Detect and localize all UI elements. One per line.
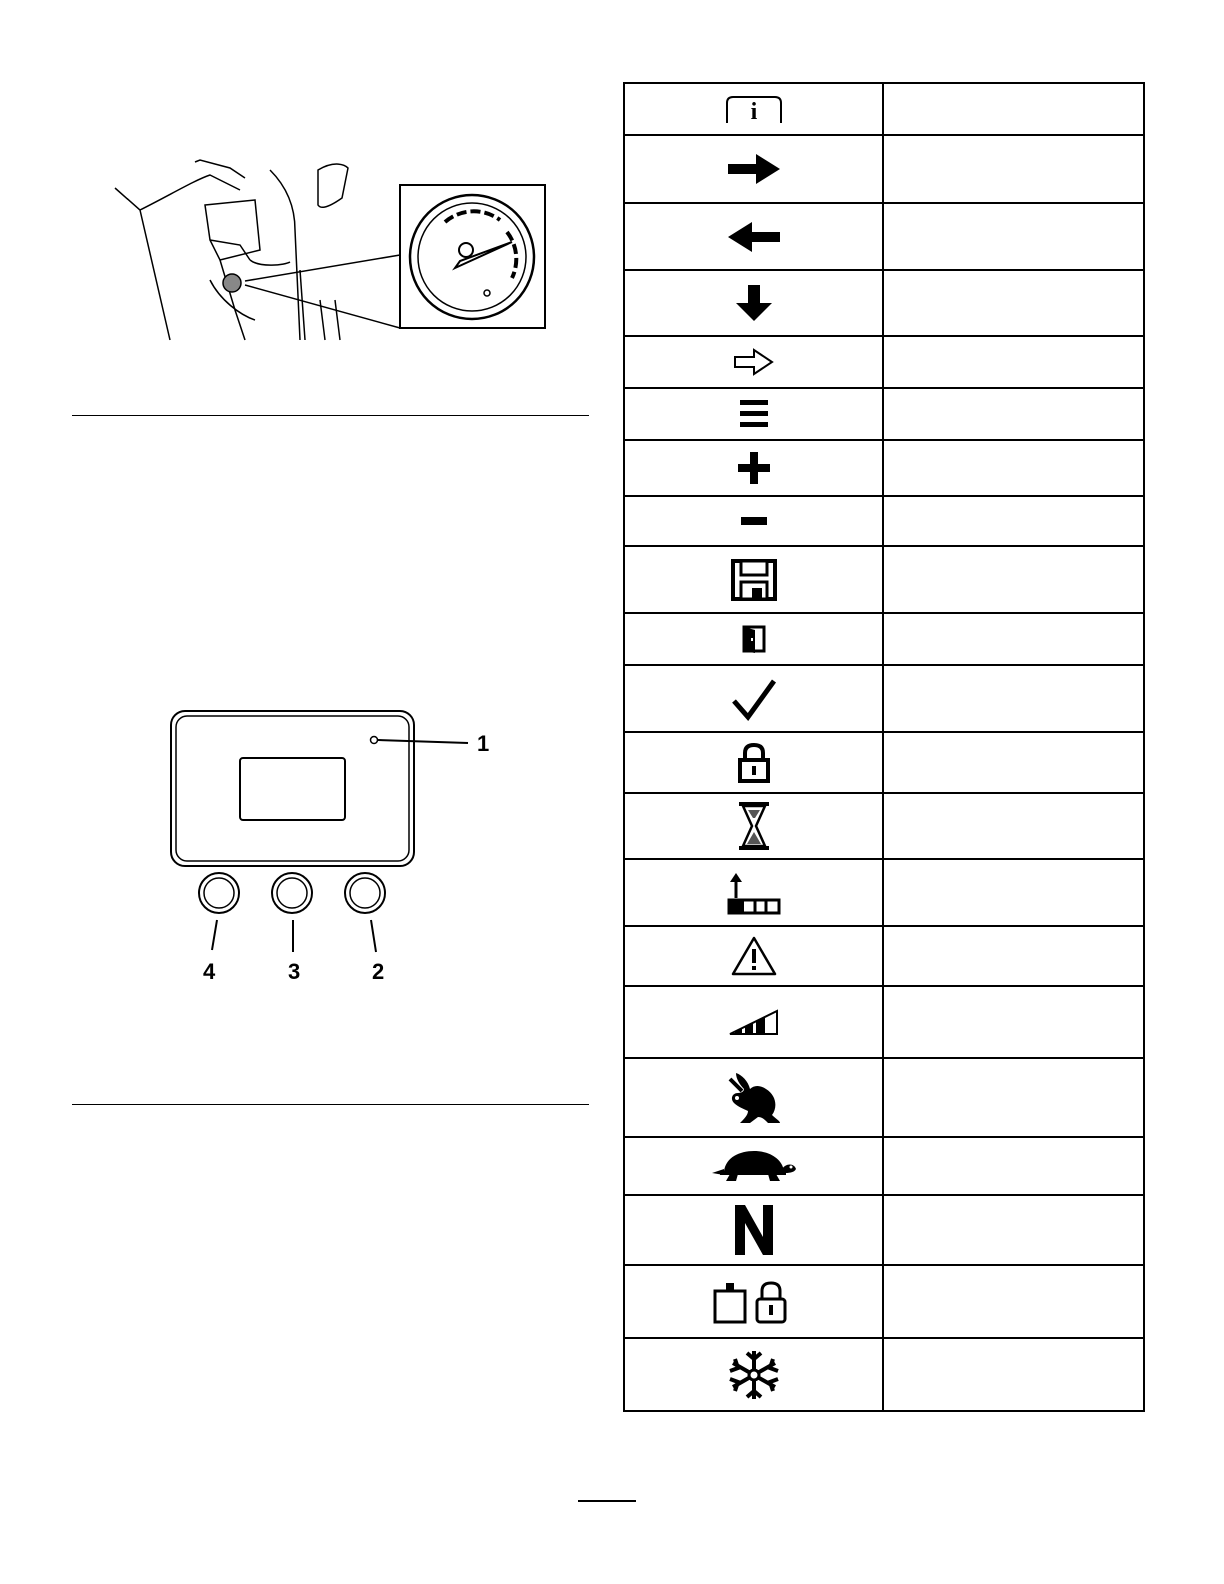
neutral-n-icon bbox=[732, 1203, 776, 1257]
checkmark-icon bbox=[730, 677, 778, 721]
lock-icon bbox=[736, 742, 772, 784]
table-row bbox=[624, 83, 1144, 135]
page-number-rule bbox=[578, 1500, 636, 1502]
section-divider bbox=[72, 415, 589, 416]
callout-1: 1 bbox=[477, 731, 490, 756]
increasing-ramp-icon bbox=[727, 1007, 781, 1037]
warning-triangle-icon bbox=[730, 935, 778, 977]
arrow-left-icon bbox=[726, 220, 782, 254]
table-row bbox=[624, 1195, 1144, 1265]
callout-3: 3 bbox=[288, 959, 301, 984]
turtle-slow-icon bbox=[710, 1147, 798, 1185]
table-row bbox=[624, 1058, 1144, 1137]
plus-icon bbox=[736, 450, 772, 486]
table-row bbox=[624, 440, 1144, 496]
table-row bbox=[624, 1137, 1144, 1195]
table-row bbox=[624, 1265, 1144, 1338]
display-panel-illustration bbox=[160, 700, 500, 1000]
table-row bbox=[624, 496, 1144, 546]
table-row bbox=[624, 859, 1144, 926]
callout-2: 2 bbox=[372, 959, 385, 984]
hourglass-icon bbox=[736, 800, 772, 852]
table-row bbox=[624, 388, 1144, 440]
arrow-down-icon bbox=[734, 283, 774, 323]
menu-lines-icon bbox=[737, 397, 771, 431]
table-row bbox=[624, 270, 1144, 336]
table-row bbox=[624, 793, 1144, 859]
arrow-right-icon bbox=[726, 152, 782, 186]
callout-4: 4 bbox=[203, 959, 216, 984]
outline-arrow-right-icon bbox=[732, 347, 776, 377]
minus-icon bbox=[739, 514, 769, 528]
table-row bbox=[624, 1338, 1144, 1411]
table-row bbox=[624, 986, 1144, 1058]
snowflake-icon bbox=[726, 1347, 782, 1403]
table-row bbox=[624, 926, 1144, 986]
battery-lock-icon bbox=[712, 1279, 796, 1325]
raise-level-icon bbox=[726, 870, 782, 916]
info-icon bbox=[724, 93, 784, 125]
icon-reference-table bbox=[623, 82, 1145, 1412]
save-floppy-icon bbox=[730, 558, 778, 602]
svg-text:i: i bbox=[750, 99, 757, 125]
table-row bbox=[624, 336, 1144, 388]
exit-door-icon bbox=[741, 624, 767, 654]
table-row bbox=[624, 203, 1144, 270]
section-divider bbox=[72, 1104, 589, 1105]
table-row bbox=[624, 732, 1144, 793]
table-row bbox=[624, 135, 1144, 203]
rabbit-fast-icon bbox=[726, 1069, 782, 1127]
table-row bbox=[624, 613, 1144, 665]
table-row bbox=[624, 665, 1144, 732]
gauge-location-illustration bbox=[110, 150, 550, 350]
table-row bbox=[624, 546, 1144, 613]
